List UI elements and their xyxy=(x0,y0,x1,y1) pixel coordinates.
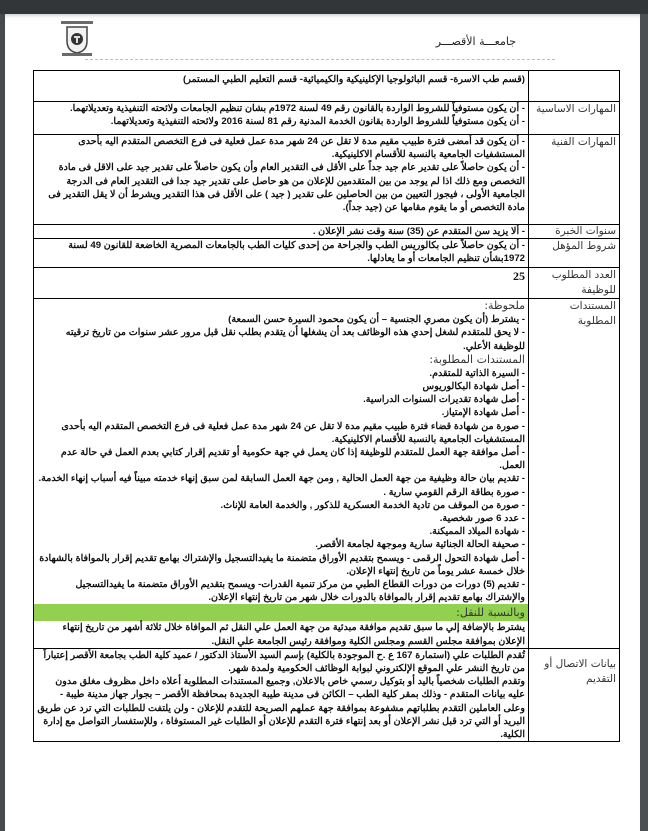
row-label-experience: سنوات الخبرة xyxy=(529,225,620,239)
positions-count: 25 xyxy=(513,269,525,284)
table-row-technical-skills xyxy=(34,135,620,225)
document-page xyxy=(5,14,640,831)
document-item: - عدد 6 صور شخصية. xyxy=(439,513,525,525)
document-item: - أصل شهادة تقديرات السنوات الدراسية. xyxy=(363,394,525,406)
table-row-documents xyxy=(34,299,620,649)
table-row-positions xyxy=(34,268,620,299)
required-docs-heading: المستندات المطلوبة: xyxy=(429,352,525,366)
row-label-empty xyxy=(529,71,620,102)
document-item: - أصل شهادة التحول الرقمى - ويسمح بتقديم الأوراق متضمنة ما يفيدالتسجيل والإشتراك بهامع تقديم إقرار بالموافاة بالشهادة خلال خمسة عشر يوماً من تاريخ إنتهاء الإعلان. xyxy=(39,552,525,577)
departments-text xyxy=(34,71,529,102)
row-label-documents: المستندات المطلوبة xyxy=(529,299,620,649)
document-item: - صحيفة الحالة الجنائية سارية وموجهة لجامعة الأقصر. xyxy=(315,539,525,551)
university-logo-icon xyxy=(57,19,97,59)
row-label-technical-skills: المهارات الفنية xyxy=(529,135,620,225)
contact-paragraph: تُقدم الطلبات علي (استمارة 167 ع .ح الموجودة بالكلية) بإسم السيد الأستاذ الدكتور / عميد كلية الطب بجامعة الأقصر إعتباراً من تاريخ النشر علي الموقع الإلكتروني لبوابة الوظائف الحكومية ولمدة شهر. xyxy=(43,649,525,675)
positions-content xyxy=(34,268,529,299)
contact-paragraph: وتقدم الطلبات شخصياً باليد أو بتوكيل رسمي خاص بالاعلان, وجميع المستندات المطلوبة أعلاه داخل مظروف مغلق مدون عليه بيانات المتقدم - وذلك بمقر كلية الطب – الكائن فى مدينة طيبة الجديدة بمحافظة الأقصر – بجوار جهاز مدينة طيبة - وعلى العاملين التقدم بطلباتهم مشفوعة بموافقة جهة عملهم الصريحة للتقدم للإعلان - ولن يلتفت للطلبات التي ترد عن طريق البريد أو التي ترد قبل نشر الإعلان أو بعد إنتهاء فترة التقدم للإعلان أو الطلبات غير المستوفاة ، وللإستفسار التواصل مع إدارة الكلية. xyxy=(37,676,525,741)
documents-content xyxy=(34,299,529,649)
document-item: - أصل شهادة البكالوريوس xyxy=(422,381,525,393)
contact-content xyxy=(34,648,529,741)
qualification-text: - أن يكون حاصلاً على بكالوريس الطب والجراحة من إحدى كليات الطب بالجامعات المصرية الخاضعة للقانون 49 لسنة 1972بشأن تنظيم الجامعات أو ما يعادلها. xyxy=(34,239,529,268)
basic-skills-item: - أن يكون مستوفياً للشروط الواردة بقانون الخدمة المدنية رقم 81 لسنة 2016 ولائحته التنفيذية وتعديلاتهما. xyxy=(110,116,525,128)
row-label-basic-skills: المهارات الاساسية xyxy=(529,102,620,135)
row-label-qualification: شروط المؤهل xyxy=(529,239,620,268)
note-item: - يشترط (أن يكون مصري الجنسية – أن يكون محمود السيرة حسن السمعة) xyxy=(228,314,525,326)
departments-line: (قسم طب الاسرة- قسم الباثولوجيا الإكلينيكية والكيميائية- قسم التعليم الطبي المستمر) xyxy=(183,74,525,85)
transfer-heading: وبالنسبة للنقل: xyxy=(34,604,528,621)
note-heading: ملحوظة: xyxy=(484,299,525,313)
document-item: - صورة من الموقف من تادية الخدمة العسكرية للذكور , والخدمة العامة للإناث. xyxy=(220,499,525,511)
document-item: - تقديم بيان حالة وظيفية من جهة العمل الحالية , ومن جهة العمل السابقة لمن سبق إنهاء خدمته مبيناً فيه أسباب إنهاء الخدمة. xyxy=(38,473,525,485)
viewer-scrollbar[interactable] xyxy=(640,14,648,831)
transfer-text: يشترط بالإضافة إلي ما سبق تقديم موافقة مبدئية من جهة العمل علي النقل ثم الموافاة خلال ثلاثة أشهر من تاريخ إنتهاء الإعلان بموافقة مجلس القسم ومجلس الكلية وموافقة رئيس الجامعة علي النقل. xyxy=(62,622,525,647)
document-item: - شهادة الميلاد المميكنة. xyxy=(429,526,525,538)
technical-skills-item: - أن يكون حاصلاً على تقدير عام جيد جداً على الأقل فى التقدير العام وأن يكون حاصلاً على تقدير جيد على الاقل فى مادة التخصص ومع ذلك اذا لم يوجد من بين المتقدمين للإعلان من هو حاصل على تقدير جيد جدا فى التقدير العام فى الدرجة الجامعية الأولى ، فيجوز التعيين من بين الحاصلين على تقدير ( جيد ) على الأقل فى هذا التقدير ويشرط أن لا يقل التقدير فى مادة التخصص أو ما يقوم مقامها عن (جيد جداً). xyxy=(48,162,525,214)
table-row-contact xyxy=(34,648,620,741)
table-row-experience xyxy=(34,225,620,239)
document-item: - أصل موافقة جهة العمل للمتقدم للوظيفة إذا كان يعمل في جهة حكومية أو تقديم إقرار كتابي بعدم العمل في حالة عدم العمل. xyxy=(60,447,525,472)
document-item: - صورة من شهادة قضاء فترة طبيب مقيم مدة لا تقل عن 24 شهر مدة عمل فعلية فى فرع التخصص المتقدم اليه بأحدى المستشفيات الجامعية بالنسبة للأقسام الاكلينيكية. xyxy=(61,420,525,445)
university-name: جامعـــة الأقصـــر xyxy=(435,35,516,48)
table-row-qualification xyxy=(34,239,620,268)
table-row-basic-skills xyxy=(34,102,620,135)
document-item: - تقديم (5) دورات من دورات القطاع الطبي من مركز تنمية القدرات- ويسمح بتقديم الأوراق متضمنة ما يفيدالتسجيل والإشتراك بهامع تقديم إقرار بالموافاة بالدورات خلال شهر من تاريخ إنتهاء الإعلان. xyxy=(75,579,525,604)
note-item: - لا يحق للمتقدم لشغل إحدي هذه الوظائف بعد أن يشغلها أن يتقدم بطلب نقل قبل مرور عشر سنوات من تاريخ ترقيته للوظيفة الأعلي. xyxy=(65,327,525,352)
row-label-positions: العدد المطلوب للوظيفة xyxy=(529,268,620,299)
header-divider xyxy=(85,59,555,60)
experience-text: - ألا يزيد سن المتقدم عن (35) سنة وقت نشر الإعلان . xyxy=(34,225,529,239)
basic-skills-item: - أن يكون مستوفياً للشروط الواردة بالقانون رقم 49 لسنة 1972م بشان تنظيم الجامعات ولائحته التنفيذية وتعديلاتهما. xyxy=(69,103,525,114)
document-item: - أصل شهادة الإمتياز. xyxy=(441,407,525,419)
document-item: - صورة بطاقة الرقم القومي سارية . xyxy=(383,486,525,498)
viewer-toolbar xyxy=(0,0,648,14)
technical-skills-item: - أن يكون قد أمضى فترة طبيب مقيم مدة لا تقل عن 24 شهر مدة عمل فعلية فى فرع التخصص المتقدم اليه بأحدى المستشفيات الجامعية بالنسبة للأقسام الاكلينيكية. xyxy=(78,136,525,161)
document-item: - السيرة الذاتية للمتقدم. xyxy=(429,367,525,379)
table-row-departments xyxy=(34,71,620,102)
job-requirements-table xyxy=(33,70,620,742)
technical-skills-content xyxy=(34,135,529,225)
row-label-contact: بيانات الاتصال أو التقديم xyxy=(529,648,620,741)
basic-skills-content xyxy=(34,102,529,135)
